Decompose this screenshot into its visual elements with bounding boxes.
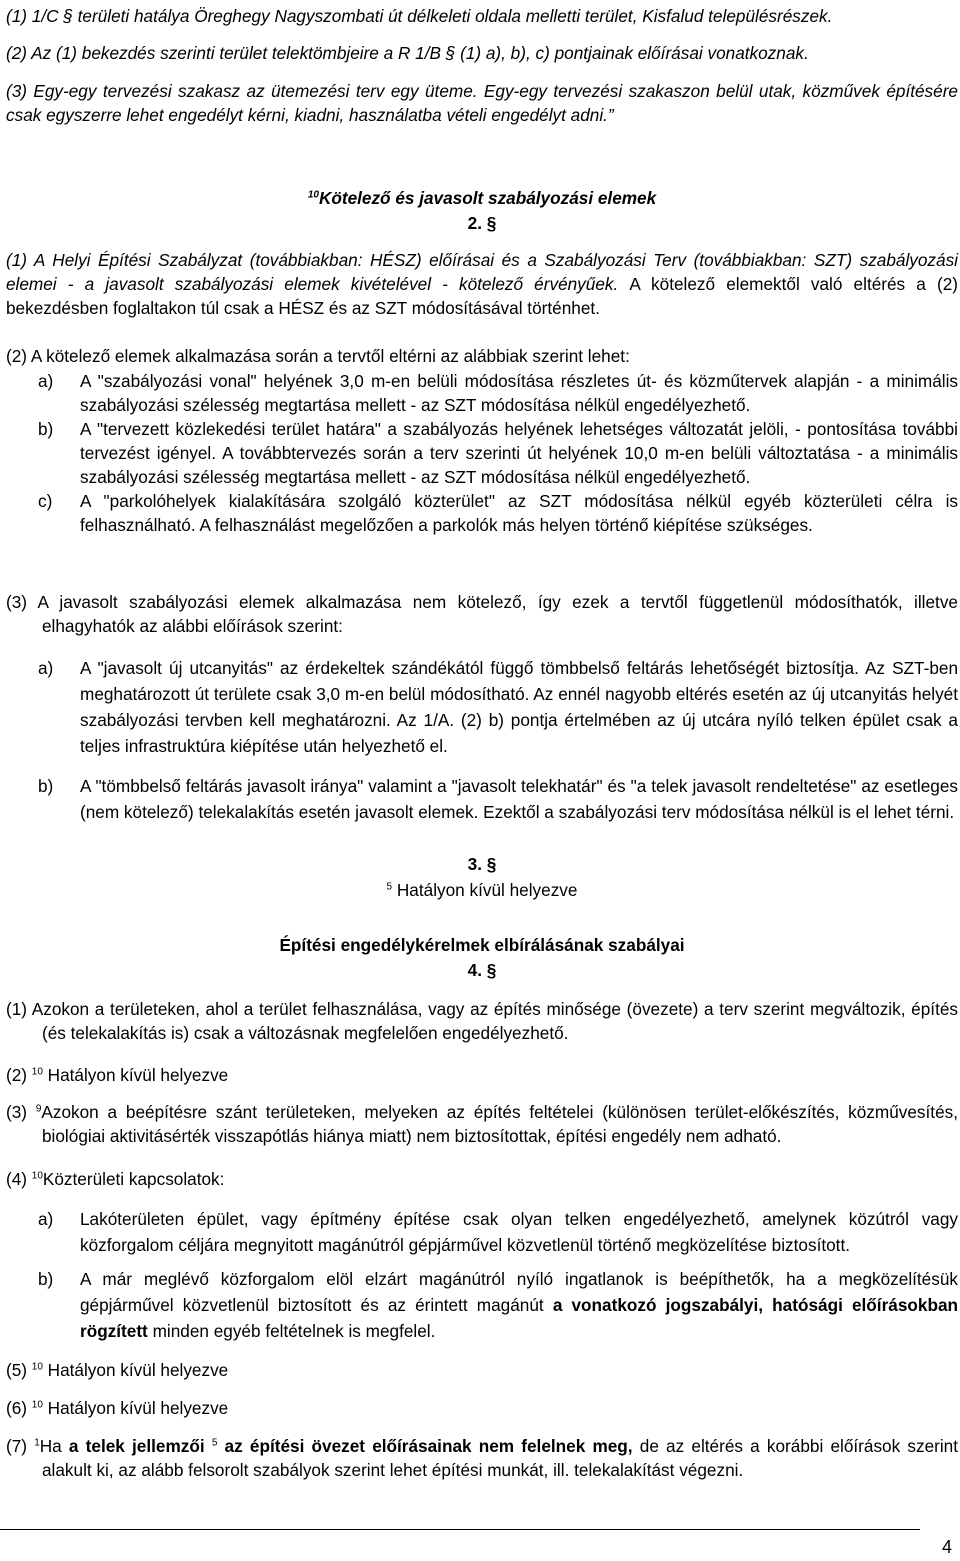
section-4-paragraph-1: (1) Azokon a területeken, ahol a terület felhasználása, vagy az építés minősége (övezete) a terv szerint megváltozik, építés (és telekalakítás is) csak a változásnak megfelelően engedélyezhető. [6,999,958,1043]
list-item-text: Lakóterületen épület, vagy építmény építése csak olyan telken engedélyezhető, amelynek közútról vagy közforgalom céljára megnyitott magánútról gépjárművel közvetlenül történő megközelítése biztosított. [80,1209,958,1255]
footnote-ref: 10 [31,1066,43,1078]
list-item-label: a) [38,1209,54,1229]
section-4-paragraph-3 [6,1100,958,1148]
list-item-label: b) [38,1269,54,1289]
footnote-ref: 10 [31,1361,43,1373]
section-2-paragraph-1-a: (1) A Helyi Építési Szabályzat (továbbiakban: HÉSZ) előírásai és a Szabályozási Terv (továbbiakban: SZT) szabályozási elemei - a javasolt szabályozási elemek kivételével - kötelező érvényűek. [6,250,958,294]
section-4-paragraph-4 [6,1167,958,1191]
page-number: 4 [941,1537,952,1557]
paragraph-text: Azokon a beépítésre szánt területeken, melyeken az építés feltételei (különösen terület-előkészítés, közművesítés, biológiai aktivitásérték visszapótlás hiánya miatt) nem biztosítottak, építési engedély nem adható. [41,1102,959,1146]
intro-paragraph-1: (1) 1/C § területi hatálya Öreghegy Nagyszombati út délkeleti oldala melletti terület, Kisfalud településrészek. [6,6,833,26]
intro-paragraph-3: (3) Egy-egy tervezési szakasz az ütemezési terv egy üteme. Egy-egy tervezési szakaszon belül utak, közművek építésére csak egyszerre lehet engedélyt kérni, kiadni, használatba vételi engedélyt adni.” [6,81,958,125]
paragraph-text: Hatályon kívül helyezve [42,1398,229,1418]
paragraph-label: (3) [6,1102,36,1122]
list-item-label: b) [38,419,54,439]
list-item-text: A "tömbbelső feltárás javasolt iránya" valamint a "javasolt telekhatár" és "a telek javasolt rendeltetése" az esetleges (nem kötelező) telekalakítás esetén javasolt elemek. Ezektől a szabályozási terv módosítása nélkül is el lehet térni. [80,776,958,822]
section-2-title: Kötelező és javasolt szabályozási elemek [318,188,657,208]
bold-text-run: az építési övezet előírásainak nem felelnek meg, [217,1436,633,1456]
list-item-text: A "tervezett közlekedési terület határa" a szabályozás helyének lehetséges változatát jelöli, - pontosítása további tervezést igényel. A továbbtervezés során a terv szerinti út helyének 10,0 m-en belüli változtatása - a minimális szabályozási szélesség megtartása mellett - az SZT módosítása nélkül engedélyezhető. [80,419,958,487]
text-run: minden egyéb feltételnek is megfelel. [147,1321,436,1341]
paragraph-label: (5) [6,1360,32,1380]
section-2-paragraph-1-b: A kötelező elemektől való eltérés a (2) bekezdésben foglaltakon túl csak a HÉSZ és az SZT módosításával történhet. [6,274,958,318]
list-item-text [80,1266,958,1344]
section-3-text [6,878,958,902]
paragraph-label: (7) [6,1436,35,1456]
footnote-ref: 9 [35,1103,42,1115]
section-4-number: 4. § [467,960,497,980]
bold-text-run: a telek jellemzői [68,1436,205,1456]
section-4-paragraph-6 [6,1396,958,1420]
list-item [6,369,958,417]
footnote-ref: 5 [211,1437,218,1449]
paragraph-text: Hatályon kívül helyezve [42,1065,229,1085]
paragraph-label: (2) [6,1065,32,1085]
list-item-label: a) [38,371,54,391]
paragraph-label: (6) [6,1398,32,1418]
footnote-ref: 10 [31,1399,43,1411]
intro-paragraph-2: (2) Az (1) bekezdés szerinti terület telektömbjeire a R 1/B § (1) a), b), c) pontjainak előírásai vonatkoznak. [6,43,809,63]
list-item [6,773,958,825]
section-2-list-3 [6,655,958,825]
section-4-paragraph-5 [6,1358,958,1382]
bold-text-run: a vonatkozó jogszabályi, hatósági előírásokban rögzített [80,1295,958,1341]
list-item-label: b) [38,776,54,796]
paragraph-text: Közterületi kapcsolatok: [42,1169,225,1189]
text-run: A már meglévő közforgalom elöl elzárt magánútról nyíló ingatlanok is beépíthetők, ha a megközelítésük gépjárművel közvetlenül biztosított és az érintett magánút [80,1269,958,1315]
list-item-text: A "javasolt új utcanyitás" az érdekeltek szándékától függő tömbbelső feltárás lehetőségét biztosítja. Az SZT-ben meghatározott út területe csak 3,0 m-en belül módosítható. Az ennél nagyobb eltérés esetén az új utcanyitás helyét szabályozási tervben kell meghatározni. Az 1/A. (2) b) pontja értelmében az új utcára nyíló telken épület csak a teljes infrastruktúra kiépítése után helyezhető el. [80,658,958,756]
footer-divider [0,1529,920,1530]
section-2-paragraph-3: (3) A javasolt szabályozási elemek alkalmazása nem kötelező, így ezek a tervtől függetlenül módosíthatók, illetve elhagyhatók az alábbi előírások szerint: [6,592,958,636]
list-item [6,1206,958,1258]
section-4-paragraph-7 [6,1434,958,1482]
list-item-label: c) [38,491,53,511]
list-item [6,1266,958,1344]
section-2-paragraph-2: (2) A kötelező elemek alkalmazása során a tervtől eltérni az alábbiak szerint lehet: [6,346,630,366]
list-item [6,489,958,537]
text-run: Ha [39,1436,69,1456]
section-2-heading [6,186,958,210]
footnote-ref: 1 [34,1437,40,1449]
list-item [6,655,958,759]
section-2-number: 2. § [467,213,497,233]
footnote-ref: 10 [307,189,319,201]
paragraph-text: Hatályon kívül helyezve [42,1360,229,1380]
paragraph-label: (4) [6,1169,32,1189]
section-4-heading: Építési engedélykérelmek elbírálásának szabályai [279,935,685,955]
section-2-list-2 [6,369,958,537]
footnote-ref: 10 [31,1170,43,1182]
section-3-status: Hatályon kívül helyezve [396,880,578,900]
section-3-number: 3. § [467,854,497,874]
section-2-paragraph-1 [6,248,958,320]
text-run: de az eltérés a korábbi előírások szerint alakult ki, az alább felsorolt szabályok szerint lehet építési munkát, ill. telekalakítást végezni. [42,1436,959,1480]
list-item [6,417,958,489]
section-4-paragraph-2 [6,1063,958,1087]
list-item-text: A "parkolóhelyek kialakítására szolgáló közterület" az SZT módosítása nélkül egyéb közterületi célra is felhasználható. A felhasználást megelőzően a parkolók más helyen történő kiépítése szükséges. [80,491,958,535]
list-item-label: a) [38,658,54,678]
footnote-ref: 5 [386,881,393,893]
list-item-text: A "szabályozási vonal" helyének 3,0 m-en belüli módosítása részletes út- és közműtervek alapján - a minimális szabályozási szélesség megtartása mellett - az SZT módosítása nélkül engedélyezhető. [80,371,958,415]
